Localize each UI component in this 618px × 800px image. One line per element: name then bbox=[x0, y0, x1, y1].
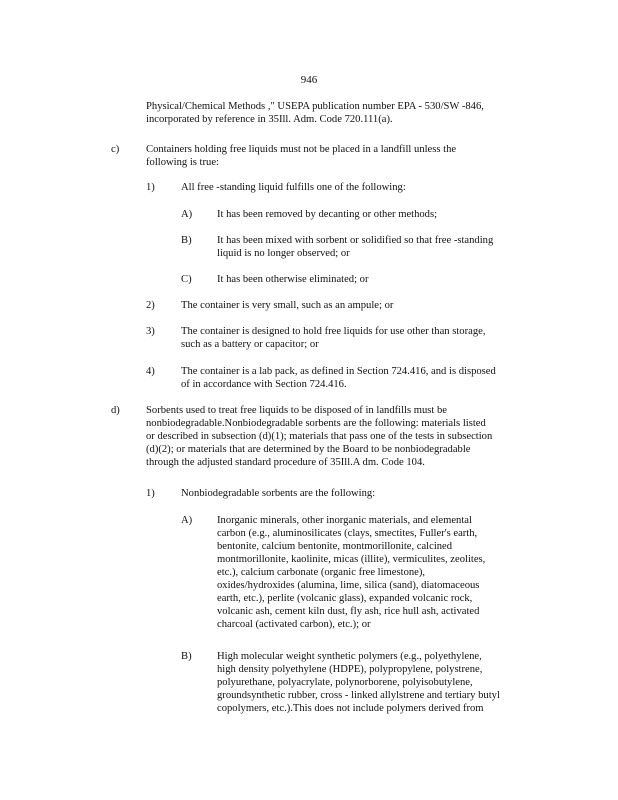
text-line: etc.), calcium carbonate (organic free limestone), bbox=[217, 567, 426, 578]
item-c2-marker: 2) bbox=[146, 300, 155, 311]
text-line: montmorillonite, kaolinite, micas (illite), vermiculites, zeolites, bbox=[217, 554, 486, 565]
text-line: following is true: bbox=[146, 157, 219, 168]
section-d-marker: d) bbox=[111, 405, 120, 416]
text-line: The container is very small, such as an ampule; or bbox=[181, 300, 394, 311]
intro-paragraph bbox=[146, 100, 520, 126]
text-line: or described in subsection (d)(1); materials that pass one of the tests in subsection bbox=[146, 431, 493, 442]
subitem-c1C-text bbox=[217, 273, 417, 286]
text-line: incorporated by reference in 35Ill. Adm. Code 720.111(a). bbox=[146, 114, 393, 125]
item-d1-text bbox=[181, 487, 411, 500]
text-line: copolymers, etc.).This does not include polymers derived from bbox=[217, 703, 484, 714]
text-line: Nonbiodegradable sorbents are the following: bbox=[181, 488, 376, 499]
subitem-c1A-marker: A) bbox=[181, 209, 193, 220]
text-line: oxides/hydroxides (alumina, lime, silica (sand), diatomaceous bbox=[217, 580, 480, 591]
text-line: It has been removed by decanting or other methods; bbox=[217, 209, 438, 220]
item-c1-marker: 1) bbox=[146, 182, 155, 193]
text-line: of in accordance with Section 724.416. bbox=[181, 379, 347, 390]
text-line: charcoal (activated carbon), etc.); or bbox=[217, 619, 371, 630]
text-line: such as a battery or capacitor; or bbox=[181, 339, 319, 350]
section-c-marker: c) bbox=[111, 144, 120, 155]
text-line: (d)(2); or materials that are determined by the Board to be nonbiodegradable bbox=[146, 444, 471, 455]
text-line: through the adjusted standard procedure of 35Ill.A dm. Code 104. bbox=[146, 457, 425, 468]
subitem-c1B-marker: B) bbox=[181, 235, 192, 246]
section-c-text bbox=[146, 143, 498, 169]
subitem-d1B-text bbox=[217, 650, 523, 715]
subitem-c1B-text bbox=[217, 234, 523, 260]
text-line: High molecular weight synthetic polymers (e.g., polyethylene, bbox=[217, 651, 482, 662]
text-line: It has been otherwise eliminated; or bbox=[217, 274, 369, 285]
text-line: nonbiodegradable.Nonbiodegradable sorbents are the following: materials listed bbox=[146, 418, 486, 429]
item-c2-text bbox=[181, 299, 451, 312]
text-line: volcanic ash, cement kiln dust, fly ash, rice hull ash, activated bbox=[217, 606, 480, 617]
text-line: carbon (e.g., aluminosilicates (clays, smectites, Fuller's earth, bbox=[217, 528, 478, 539]
text-line: Containers holding free liquids must not be placed in a landfill unless the bbox=[146, 144, 457, 155]
subitem-c1A-text bbox=[217, 208, 477, 221]
page-number: 946 bbox=[300, 74, 318, 86]
subitem-c1C-marker: C) bbox=[181, 274, 192, 285]
text-line: groundsynthetic rubber, cross - linked allylstrene and tertiary butyl bbox=[217, 690, 500, 701]
text-line: The container is designed to hold free liquids for use other than storage, bbox=[181, 326, 486, 337]
text-line: high density polyethylene (HDPE), polypropylene, polystrene, bbox=[217, 664, 483, 675]
item-c3-text bbox=[181, 325, 523, 351]
text-line: Inorganic minerals, other inorganic materials, and elemental bbox=[217, 515, 472, 526]
text-line: Physical/Chemical Methods ," USEPA publication number EPA - 530/SW -846, bbox=[146, 101, 484, 112]
item-d1-marker: 1) bbox=[146, 488, 155, 499]
text-line: The container is a lab pack, as defined in Section 724.416, and is disposed bbox=[181, 366, 496, 377]
subitem-d1A-text bbox=[217, 514, 517, 631]
text-line: liquid is no longer observed; or bbox=[217, 248, 350, 259]
text-line: Sorbents used to treat free liquids to be disposed of in landfills must be bbox=[146, 405, 447, 416]
text-line: polyurethane, polyacrylate, polynorborene, polyisobutylene, bbox=[217, 677, 473, 688]
subitem-d1B-marker: B) bbox=[181, 651, 192, 662]
item-c1-text bbox=[181, 181, 441, 194]
item-c4-text bbox=[181, 365, 533, 391]
text-line: bentonite, calcium bentonite, montmorillonite, calcined bbox=[217, 541, 453, 552]
section-d-text bbox=[146, 404, 534, 469]
item-c3-marker: 3) bbox=[146, 326, 155, 337]
text-line: It has been mixed with sorbent or solidified so that free -standing bbox=[217, 235, 494, 246]
subitem-d1A-marker: A) bbox=[181, 515, 193, 526]
text-line: earth, etc.), perlite (volcanic glass), expanded volcanic rock, bbox=[217, 593, 473, 604]
item-c4-marker: 4) bbox=[146, 366, 155, 377]
text-line: All free -standing liquid fulfills one of the following: bbox=[181, 182, 406, 193]
